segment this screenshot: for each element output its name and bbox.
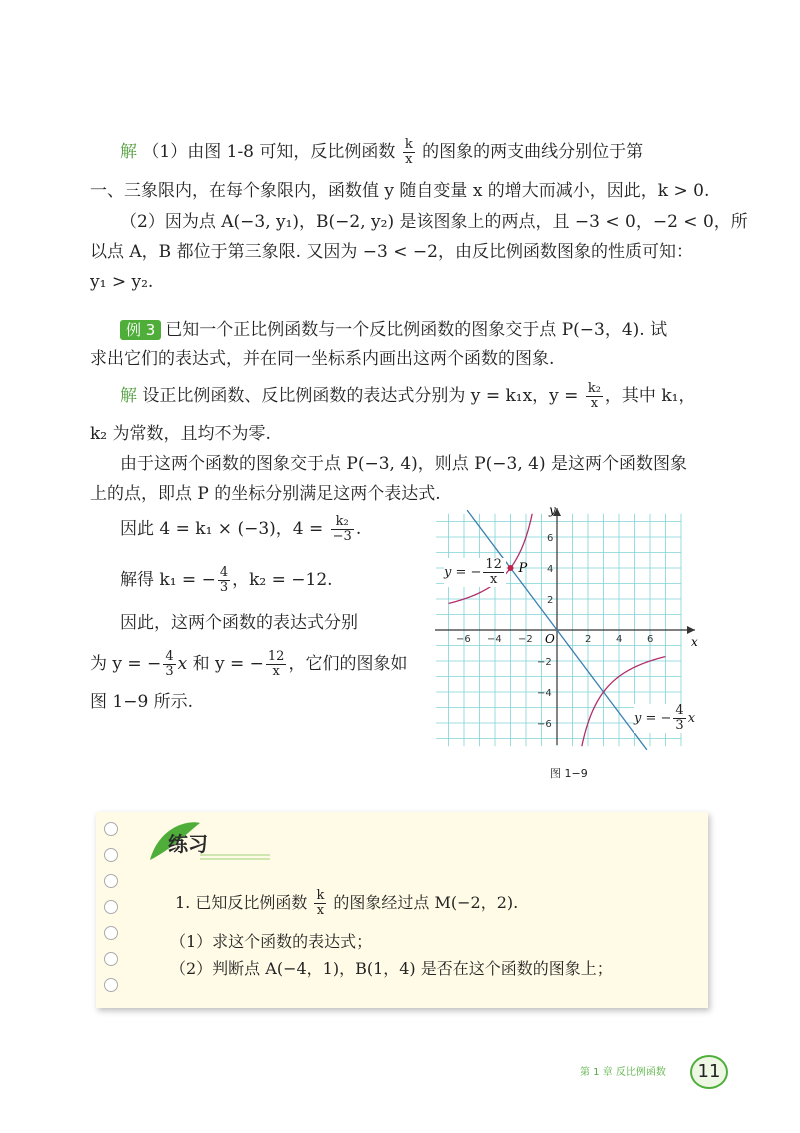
- x-tick-label: −2: [518, 634, 533, 645]
- x-axis-label: x: [691, 635, 698, 649]
- y-tick-label: 6: [547, 533, 554, 544]
- solution1-line4: 以点 A，B 都位于第三象限. 又因为 −3 < −2，由反比例函数图象的性质可知：: [90, 242, 693, 262]
- solution-label: 解: [120, 142, 137, 162]
- solution2-line9: 图 1−9 所示.: [90, 692, 194, 712]
- fraction-4-over-3: $\frac{4}{3}$: [165, 649, 174, 679]
- origin-label: O: [545, 632, 555, 646]
- solution2-line3: 由于这两个函数的图象交于点 P(−3, 4)，则点 P(−3, 4) 是这两个函数图象: [120, 454, 687, 474]
- line-label: y = − $\frac{4}{3}$ x: [634, 703, 696, 733]
- practice-q1-part2: （2）判断点 A(−4，1)，B(1，4) 是否在这个函数的图象上；: [170, 959, 613, 978]
- chapter-title: 第 1 章 反比例函数: [580, 1067, 666, 1078]
- fraction-12-over-x: $\frac{12}{x}$: [267, 649, 285, 679]
- y-axis-label: y: [549, 503, 556, 517]
- example3-line1: 例 3 已知一个正比例函数与一个反比例函数的图象交于点 P(−3，4). 试: [120, 318, 667, 342]
- ring-icon: [104, 926, 118, 940]
- y-tick-label: −4: [537, 688, 552, 699]
- solution2-line7: 因此，这两个函数的表达式分别: [120, 613, 358, 633]
- fraction-k2-over-x: $\frac{\text{k₂}}{x}$: [587, 381, 601, 411]
- practice-q1-part1: （1）求这个函数的表达式；: [170, 932, 373, 951]
- solution2-line1: 解 设正比例函数、反比例函数的表达式分别为 y = k₁x，y = $\frac{\text{k₂}}{x}$ ，其中 k₁，: [120, 381, 696, 411]
- ring-icon: [104, 874, 118, 888]
- example3-line2: 求出它们的表达式，并在同一坐标系内画出这两个函数的图象.: [90, 349, 555, 369]
- y-tick-label: −6: [537, 719, 552, 730]
- solution2-line2: k₂ 为常数，且均不为零.: [90, 424, 271, 444]
- fraction-4-over-3: $\frac{4}{3}$: [219, 565, 229, 595]
- x-tick-label: −4: [487, 634, 502, 645]
- page-number: 11: [690, 1055, 728, 1089]
- y-tick-label: 2: [547, 595, 554, 606]
- ring-icon: [104, 900, 118, 914]
- solution2-line4: 上的点，即点 P 的坐标分别满足这两个表达式.: [90, 484, 441, 504]
- fraction-k-over-x: $\frac{k}{x}$: [404, 137, 413, 167]
- ring-icon: [104, 952, 118, 966]
- x-tick-label: 6: [647, 634, 654, 645]
- y-tick-label: −2: [537, 657, 552, 668]
- curve-label: y = − $\frac{12}{x}$: [444, 558, 506, 587]
- y-tick-label: 4: [547, 564, 554, 575]
- ring-icon: [104, 822, 118, 836]
- practice-title: 练习: [168, 832, 208, 856]
- example-badge: 例 3: [120, 320, 161, 340]
- figure-caption: 图 1−9: [550, 767, 588, 780]
- solution2-line5: 因此 4 = k₁ × (−3)，4 = $\frac{\text{k₂}}{-3}$ .: [120, 514, 362, 544]
- solution-label: 解: [120, 386, 137, 406]
- solution2-line6: 解得 k₁ = − $\frac{4}{3}$ ，k₂ = −12.: [120, 565, 333, 595]
- solution1-line1: 解 （1）由图 1-8 可知，反比例函数 $\frac{k}{x}$ 的图象的两支曲线分别位于第: [120, 137, 644, 167]
- point-p-label: P: [518, 561, 528, 576]
- x-axis-arrow: [687, 626, 695, 634]
- leaf-icon: [140, 815, 280, 865]
- point-p: [508, 565, 514, 571]
- ring-icon: [104, 978, 118, 992]
- solution2-line8: 为 y = − $\frac{4}{3}$ x 和 y = − $\frac{12}{x}$ ，它们的图象如: [90, 649, 408, 679]
- fraction-k2-over-neg3: $\frac{\text{k₂}}{-3}$: [332, 514, 352, 544]
- x-tick-label: 4: [616, 634, 623, 645]
- solution1-line5: y₁ > y₂.: [90, 272, 154, 292]
- x-tick-label: 2: [585, 634, 592, 645]
- solution1-line3: （2）因为点 A(−3, y₁)，B(−2, y₂) 是该图象上的两点，且 −3 < 0，−2 < 0，所: [120, 212, 748, 232]
- practice-q1: 1. 已知反比例函数 $\frac{k}{x}$ 的图象经过点 M(−2，2).: [175, 888, 519, 918]
- x-tick-label: −6: [456, 634, 471, 645]
- solution1-line2: 一、三象限内，在每个象限内，函数值 y 随自变量 x 的增大而减小，因此，k > 0.: [90, 181, 710, 201]
- ring-icon: [104, 848, 118, 862]
- text: （1）由图 1-8 可知，反比例函数: [142, 142, 401, 162]
